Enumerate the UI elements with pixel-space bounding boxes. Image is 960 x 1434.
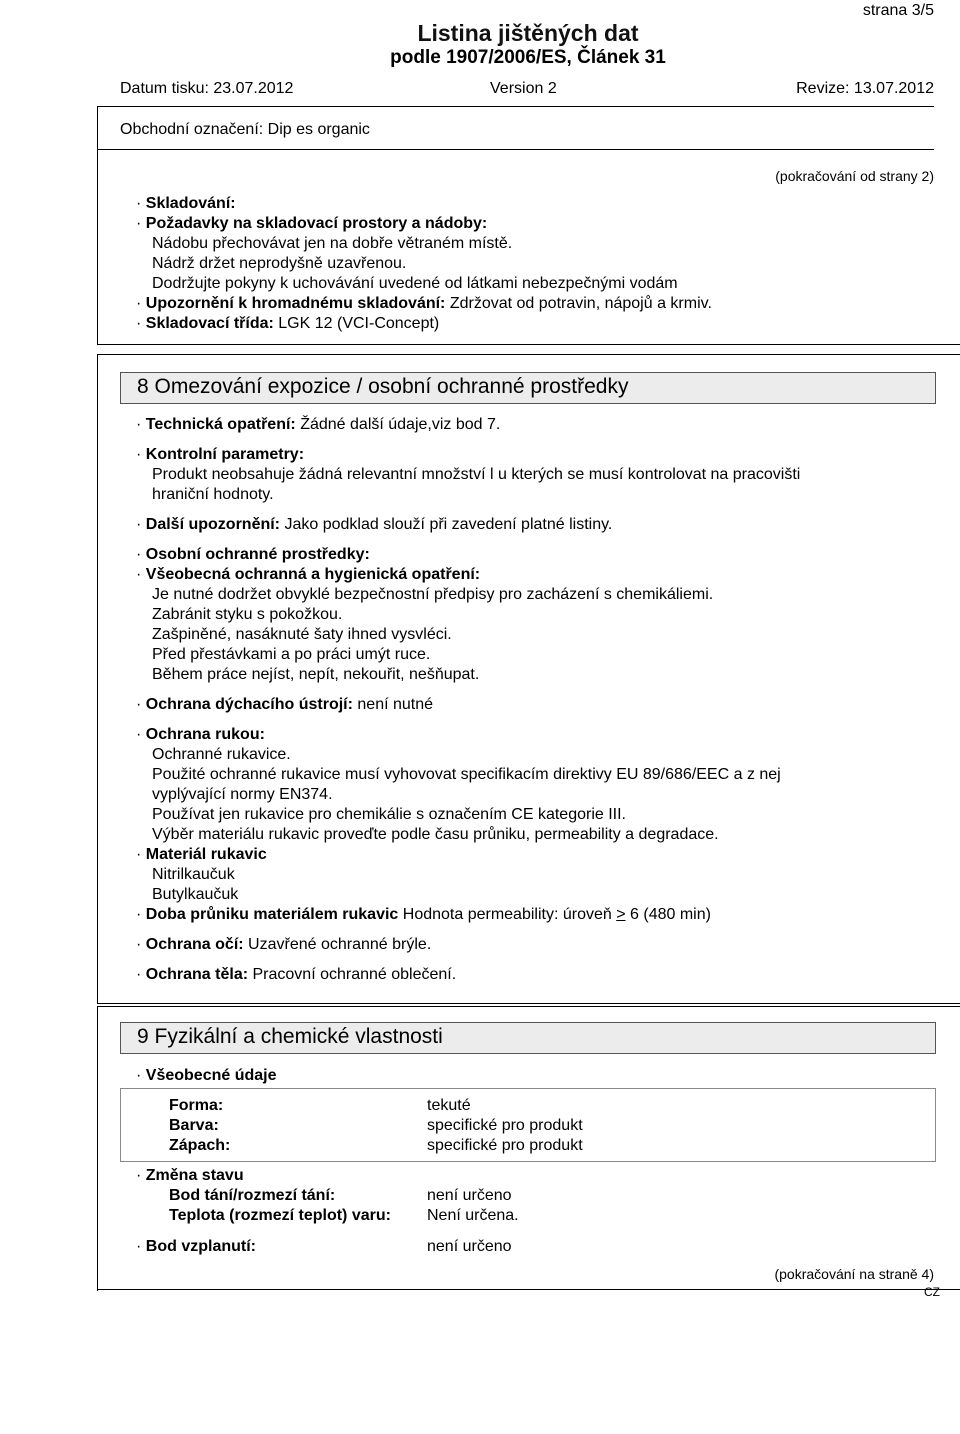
continued-from: (pokračování od strany 2) [775, 168, 934, 184]
prop-value: specifické pro produkt [427, 1137, 583, 1154]
tech-measures: · Technická opatření: Žádné další údaje,viz bod 7. [136, 416, 501, 433]
footer-divider [97, 1289, 960, 1290]
hand-protection-label: · Ochrana rukou: [136, 726, 265, 743]
prop-label: Forma: [169, 1097, 224, 1114]
document-title: Listina jištěných dat [417, 20, 639, 46]
language-code: CZ [924, 1285, 940, 1299]
general-measures-label: · Všeobecná ochranná a hygienická opatření: [136, 566, 481, 583]
prop-value: není určeno [427, 1187, 512, 1204]
ppe-label: · Osobní ochranné prostředky: [136, 546, 370, 563]
general-measures-line: Je nutné dodržet obvyklé bezpečnostní předpisy pro zacházení s chemikáliemi. [152, 586, 714, 603]
glove-material-line: Nitrilkaučuk [152, 866, 235, 883]
print-date: Datum tisku: 23.07.2012 [120, 80, 294, 97]
storage-req-label: · Požadavky na skladovací prostory a nádoby: [136, 215, 488, 232]
control-params-line: Produkt neobsahuje žádná relevantní množství l u kterých se musí kontrolovat na pracovišti [152, 466, 801, 483]
section8-title: 8 Omezování expozice / osobní ochranné prostředky [137, 375, 629, 398]
flash-point-label: · Bod vzplanutí: [136, 1238, 256, 1255]
control-params-label: · Kontrolní parametry: [136, 446, 305, 463]
prop-label: Teplota (rozmezí teplot) varu: [169, 1207, 391, 1224]
respiratory-protection: · Ochrana dýchacího ústrojí: není nutné [136, 696, 434, 713]
general-measures-line: Zašpiněné, nasáknuté šaty ihned vysvléci. [152, 626, 452, 643]
body-protection: · Ochrana těla: Pracovní ochranné oblečení. [136, 966, 457, 983]
prop-value: tekuté [427, 1097, 471, 1114]
hand-protection-line: Ochranné rukavice. [152, 746, 291, 763]
glove-material-line: Butylkaučuk [152, 886, 239, 903]
eye-protection: · Ochrana očí: Uzavřené ochranné brýle. [136, 936, 432, 953]
general-measures-line: Zabránit styku s pokožkou. [152, 606, 343, 623]
revision-date: Revize: 13.07.2012 [796, 80, 934, 97]
document-subtitle: podle 1907/2006/ES, Článek 31 [390, 47, 666, 68]
hand-protection-line: Použité ochranné rukavice musí vyhovovat specifikacím direktivy EU 89/686/EEC a z nej [152, 766, 781, 783]
storage-req-line: Nádobu přechovávat jen na dobře větraném místě. [152, 235, 513, 252]
control-params-line: hraniční hodnoty. [152, 486, 274, 503]
state-change-label: · Změna stavu [136, 1167, 244, 1184]
glove-material-label: · Materiál rukavic [136, 846, 267, 863]
hand-protection-line: Používat jen rukavice pro chemikálie s označením CE kategorie III. [152, 806, 626, 823]
version: Version 2 [490, 80, 557, 97]
prop-label: Zápach: [169, 1137, 231, 1154]
prop-value: Není určena. [427, 1207, 519, 1224]
general-measures-line: Během práce nejíst, nepít, nekouřit, nešňupat. [152, 666, 480, 683]
storage-req-line: Nádrž držet neprodyšně uzavřenou. [152, 255, 407, 272]
general-measures-line: Před přestávkami a po práci umýt ruce. [152, 646, 431, 663]
breakthrough-time: · Doba průniku materiálem rukavic Hodnota permeability: úroveň > 6 (480 min) [136, 906, 711, 923]
prop-label: Bod tání/rozmezí tání: [169, 1187, 336, 1204]
page-number: strana 3/5 [862, 2, 934, 19]
storage-req-line: Dodržujte pokyny k uchovávání uvedené od látkami nebezpečnými vodám [152, 275, 678, 292]
header-divider [98, 106, 934, 107]
hand-protection-line: Výběr materiálu rukavic proveďte podle času průniku, permeability a degradace. [152, 826, 719, 843]
section9-title: 9 Fyzikální a chemické vlastnosti [137, 1025, 443, 1048]
continued-to: (pokračování na straně 4) [774, 1266, 934, 1282]
flash-point-value: není určeno [427, 1238, 512, 1255]
storage-bulk: · Upozornění k hromadnému skladování: Zdržovat od potravin, nápojů a krmiv. [136, 295, 712, 312]
general-data-label: · Všeobecné údaje [136, 1067, 277, 1084]
prop-label: Barva: [169, 1117, 219, 1134]
trade-name: Obchodní označení: Dip es organic [120, 121, 370, 138]
further-info: · Další upozornění: Jako podklad slouží při zavedení platné listiny. [136, 516, 613, 533]
storage-class: · Skladovací třída: LGK 12 (VCI-Concept) [136, 315, 440, 332]
hand-protection-line: vyplývající normy EN374. [152, 786, 333, 803]
prop-value: specifické pro produkt [427, 1117, 583, 1134]
left-rule [97, 106, 98, 150]
storage-title: · Skladování: [136, 195, 236, 212]
